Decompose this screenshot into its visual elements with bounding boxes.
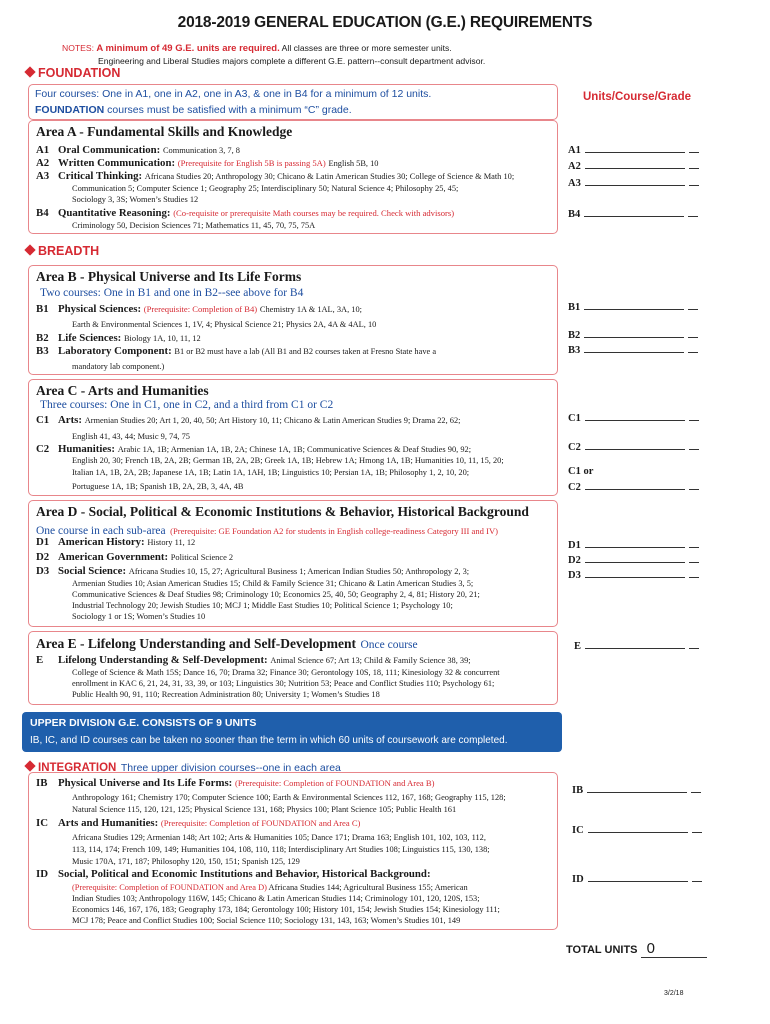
integration-sub: Three upper division courses--one in each area — [120, 762, 341, 774]
ic-note: (Prerequisite: Completion of FOUNDATION and Area C) — [160, 818, 361, 828]
slot-line-short — [692, 823, 702, 833]
d3-cont2: Communicative Sciences & Deaf Studies 98; Criminology 10; Economics 25, 40, 50; Geography 2, 4, 81; History 20, 21; — [72, 590, 480, 599]
slot-id-label: ID — [572, 874, 584, 885]
slot-a2[interactable] — [568, 159, 699, 172]
slot-line-short — [689, 411, 699, 421]
slot-a1[interactable] — [568, 143, 699, 156]
slot-d1-label: D1 — [568, 540, 581, 551]
area-d-sub: One course in each sub-area — [36, 525, 166, 537]
area-c-sub: Three courses: One in C1, one in C2, and a third from C1 or C2 — [40, 399, 334, 411]
slot-line-short — [689, 553, 699, 563]
c1-cont1: English 41, 43, 44; Music 9, 74, 75 — [72, 432, 190, 441]
slot-line — [585, 411, 685, 421]
slot-c2[interactable] — [568, 440, 699, 453]
total-units-value[interactable]: 0 — [641, 940, 707, 958]
slot-line-short — [688, 207, 698, 217]
slot-d2[interactable] — [568, 553, 699, 566]
b3-code: B3 — [36, 345, 49, 357]
foundation-line2-bold: FOUNDATION — [35, 104, 105, 116]
area-d-title: Area D - Social, Political & Economic Institutions & Behavior, Historical Background — [36, 504, 529, 519]
slot-line-short — [688, 328, 698, 338]
id-cont3: Economics 146, 167, 176, 183; Geography 173, 184; Gerontology 100; History 101, 154; Jewish Studies 154; Kinesiology 111; — [72, 905, 500, 914]
breadth-heading-text: BREADTH — [38, 244, 100, 258]
b3-cont1: mandatory lab component.) — [72, 362, 165, 371]
c1-row — [36, 414, 461, 427]
area-e-title-line — [36, 635, 418, 653]
area-a-title: Area A - Fundamental Skills and Knowledge — [36, 124, 293, 139]
diamond-icon — [24, 66, 35, 77]
b4-code: B4 — [36, 207, 49, 219]
foundation-line1: Four courses: One in A1, one in A2, one in A3, & one in B4 for a minimum of 12 units. — [35, 88, 432, 100]
slot-line — [585, 440, 685, 450]
units-course-grade-label: Units/Course/Grade — [583, 91, 691, 103]
ic-cont3: Music 170A, 171, 187; Philosophy 120, 150, 151; Spanish 125, 129 — [72, 857, 300, 866]
slot-line — [585, 480, 685, 490]
slot-b2-label: B2 — [568, 330, 581, 341]
upper-division-line: IB, IC, and ID courses can be taken no sooner than the term in which 60 units of coursework are completed. — [30, 735, 508, 746]
b4-row — [36, 207, 454, 220]
slot-line — [584, 300, 684, 310]
id-code: ID — [36, 868, 48, 880]
a3-code: A3 — [36, 170, 50, 182]
slot-c2-label: C2 — [568, 442, 581, 453]
slot-line-short — [692, 872, 702, 882]
slot-line — [587, 783, 687, 793]
a3-list: Africana Studies 20; Anthropology 30; Chicano & Latin American Studies 30; College of Science & Math 10; — [144, 172, 515, 181]
slot-line-short — [691, 783, 701, 793]
revision-date: 3/2/18 — [664, 990, 684, 997]
a1-row — [36, 144, 240, 157]
d2-name: American Government: — [58, 551, 169, 563]
d1-list: History 11, 12 — [147, 538, 196, 547]
slot-line-short — [689, 639, 699, 649]
a3-cont1: Communication 5; Computer Science 1; Geography 25; Interdisciplinary 50; Natural Science 4; Philosophy 25, 45; — [72, 184, 459, 193]
total-units-label: TOTAL UNITS — [566, 944, 638, 956]
slot-d3[interactable] — [568, 568, 699, 581]
a3-cont2: Sociology 3, 3S; Women’s Studies 12 — [72, 195, 199, 204]
notes-line2: Engineering and Liberal Studies majors complete a different G.E. pattern--consult department advisor. — [98, 56, 486, 66]
area-b-title: Area B - Physical Universe and Its Life Forms — [36, 269, 302, 284]
a2-name: Written Communication: — [58, 157, 176, 169]
d3-code: D3 — [36, 565, 50, 577]
ib-row — [36, 777, 434, 790]
slot-line — [585, 143, 685, 153]
slot-line — [585, 159, 685, 169]
ib-cont2: Natural Science 115, 120, 121, 125; Physical Science 131, 168; Physics 100; Plant Science 105; Public Health 161 — [72, 805, 457, 814]
diamond-icon — [24, 760, 35, 771]
d1-name: American History: — [58, 536, 145, 548]
b1-cont1: Earth & Environmental Sciences 1, 1V, 4; Physical Science 21; Physics 2A, 4A & 4AL, 10 — [72, 320, 377, 329]
slot-b4[interactable] — [568, 207, 698, 220]
c2-cont3: Portuguese 1A, 1B; Spanish 1B, 2A, 2B, 3, 4A, 4B — [72, 482, 244, 491]
id-cont4: MCJ 178; Peace and Conflict Studies 100; Social Science 110; Sociology 131, 143, 163; Women’s Studies 101, 149 — [72, 916, 461, 925]
b3-name: Laboratory Component: — [58, 345, 172, 357]
id-cont2: Indian Studies 103; Anthropology 116W, 145; Chicano & Latin American Studies 114; Criminology 101, 120, 120S, 153; — [72, 894, 480, 903]
b4-note: (Co-requisite or prerequisite Math courses may be required. Check with advisors) — [173, 208, 455, 218]
total-units — [566, 940, 707, 958]
b1-name: Physical Sciences: — [58, 303, 142, 315]
ic-cont2: 113, 114, 174; French 109, 149; Humanities 104, 108, 110, 118; Interdisciplinary Art Studies 108; Linguistics 115, 130, 138; — [72, 845, 490, 854]
page-title: 2018-2019 GENERAL EDUCATION (G.E.) REQUIREMENTS — [177, 14, 593, 31]
upper-division-banner — [22, 712, 562, 752]
slot-line — [585, 538, 685, 548]
notes — [62, 42, 485, 68]
slot-line — [585, 639, 685, 649]
ib-code: IB — [36, 777, 48, 789]
slot-line-short — [688, 343, 698, 353]
area-e-title: Area E - Lifelong Understanding and Self-Development — [36, 636, 357, 651]
slot-c-or[interactable] — [568, 480, 699, 493]
a2-code: A2 — [36, 157, 50, 169]
a2-row — [36, 157, 379, 170]
id-row — [36, 868, 431, 881]
slot-line — [588, 823, 688, 833]
d3-cont3: Industrial Technology 20; Jewish Studies 10; MCJ 1; Middle East Studies 10; Political Science 1; Psychology 10; — [72, 601, 453, 610]
area-e-sub: Once course — [360, 639, 418, 651]
b2-list: Biology 1A, 10, 11, 12 — [123, 334, 201, 343]
c2-list: Arabic 1A, 1B; Armenian 1A, 1B, 2A; Chinese 1A, 1B; Communicative Sciences & Deaf Studies 90, 92; — [117, 445, 472, 454]
c1-name: Arts: — [58, 414, 82, 426]
ic-cont1: Africana Studies 129; Armenian 148; Art 102; Arts & Humanities 105; Dance 171; Drama 163; English 101, 102, 103, 112, — [72, 833, 486, 842]
slot-b3[interactable] — [568, 343, 698, 356]
ib-name: Physical Universe and Its Life Forms: — [58, 777, 233, 789]
area-d-sub-note: (Prerequisite: GE Foundation A2 for students in English college-readiness Category III and IV) — [170, 526, 499, 536]
a3-row — [36, 170, 514, 183]
foundation-heading — [26, 66, 120, 80]
slot-d3-label: D3 — [568, 570, 581, 581]
a1-list: Communication 3, 7, 8 — [162, 146, 240, 155]
a1-code: A1 — [36, 144, 50, 156]
slot-line — [585, 553, 685, 563]
slot-a3[interactable] — [568, 176, 699, 189]
b1-row — [36, 303, 362, 316]
slot-ib-label: IB — [572, 785, 584, 796]
a1-name: Oral Communication: — [58, 144, 161, 156]
d3-name: Social Science: — [58, 565, 127, 577]
slot-ic-label: IC — [572, 825, 584, 836]
slot-b4-label: B4 — [568, 209, 581, 220]
notes-line1: All classes are three or more semester units. — [281, 43, 452, 53]
d3-row — [36, 565, 469, 578]
breadth-heading — [26, 244, 99, 258]
slot-b3-label: B3 — [568, 345, 581, 356]
foundation-heading-text: FOUNDATION — [38, 66, 121, 80]
slot-line — [584, 328, 684, 338]
d1-code: D1 — [36, 536, 50, 548]
ic-row — [36, 817, 360, 830]
diamond-icon — [24, 244, 35, 255]
slot-line-short — [689, 159, 699, 169]
slot-b1[interactable] — [568, 300, 698, 313]
a3-name: Critical Thinking: — [58, 170, 143, 182]
slot-line — [585, 568, 685, 578]
slot-line — [588, 872, 688, 882]
notes-lead: NOTES: — [62, 43, 94, 53]
slot-a1-label: A1 — [568, 145, 581, 156]
slot-d2-label: D2 — [568, 555, 581, 566]
slot-line-short — [689, 538, 699, 548]
a2-list: English 5B, 10 — [328, 159, 379, 168]
foundation-box — [28, 84, 558, 120]
c2-name: Humanities: — [58, 443, 115, 455]
area-b-sub: Two courses: One in B1 and one in B2--see above for B4 — [40, 287, 304, 299]
d3-cont4: Sociology 1 or 1S; Women’s Studies 10 — [72, 612, 206, 621]
c2-code: C2 — [36, 443, 50, 455]
slot-d1[interactable] — [568, 538, 699, 551]
b2-code: B2 — [36, 332, 49, 344]
slot-c1-label: C1 — [568, 413, 581, 424]
slot-c-or-bottom-label: C2 — [568, 482, 581, 493]
id-cont1-rest: Africana Studies 144; Agricultural Business 155; American — [266, 883, 468, 892]
b4-name: Quantitative Reasoning: — [58, 207, 171, 219]
slot-b1-label: B1 — [568, 302, 581, 313]
slot-ib[interactable] — [572, 783, 701, 796]
d2-code: D2 — [36, 551, 50, 563]
a2-note: (Prerequisite for English 5B is passing 5A) — [177, 158, 326, 168]
e-list: Animal Science 67; Art 13; Child & Family Science 38, 39; — [270, 656, 471, 665]
b1-code: B1 — [36, 303, 49, 315]
foundation-line2-rest: courses must be satisfied with a minimum “C” grade. — [104, 104, 352, 116]
slot-id[interactable] — [572, 872, 702, 885]
slot-line-short — [689, 568, 699, 578]
slot-ic[interactable] — [572, 823, 702, 836]
b3-row — [36, 345, 436, 358]
e-row — [36, 654, 471, 667]
slot-c-or-label: C1 or — [568, 466, 594, 477]
e-cont3: Public Health 90, 91, 110; Recreation Administration 80; University 1; Women’s Studies 18 — [72, 690, 380, 699]
slot-a3-label: A3 — [568, 178, 581, 189]
slot-b2[interactable] — [568, 328, 698, 341]
slot-c1[interactable] — [568, 411, 699, 424]
c2-cont1: English 20, 30; French 1B, 2A, 2B; German 1B, 2A, 2B; Greek 1A, 1B; Hebrew 1A; Hmong 1A, 1B; Humanities 10, 11, 15, 20; — [72, 456, 504, 465]
foundation-line2 — [35, 104, 352, 116]
slot-line-short — [689, 143, 699, 153]
ib-cont1: Anthropology 161; Chemistry 170; Computer Science 100; Earth & Environmental Sciences 112, 167, 168; Geography 115, 128; — [72, 793, 506, 802]
d3-list: Africana Studies 10, 15, 27; Agricultural Business 1; American Indian Studies 50; Anthropology 2, 3; — [128, 567, 470, 576]
b4-cont1: Criminology 50, Decision Sciences 71; Mathematics 11, 45, 70, 75, 75A — [72, 221, 316, 230]
slot-line-short — [689, 440, 699, 450]
ib-note: (Prerequisite: Completion of FOUNDATION and Area B) — [234, 778, 435, 788]
slot-e-label: E — [574, 641, 582, 652]
slot-a2-label: A2 — [568, 161, 581, 172]
c1-code: C1 — [36, 414, 50, 426]
id-note: (Prerequisite: Completion of FOUNDATION and Area D) — [72, 883, 267, 892]
e-name: Lifelong Understanding & Self-Development: — [58, 654, 268, 666]
ic-name: Arts and Humanities: — [58, 817, 159, 829]
b1-note: (Prerequisite: Completion of B4) — [143, 304, 258, 314]
id-name: Social, Political and Economic Institutions and Behavior, Historical Background: — [58, 868, 431, 880]
notes-required: A minimum of 49 G.E. units are required. — [96, 43, 280, 54]
slot-line — [584, 207, 684, 217]
ic-code: IC — [36, 817, 48, 829]
c2-cont2: Italian 1A, 1B, 2A, 2B; Japanese 1A, 1B; Latin 1A, 1AH, 1B; Linguistics 10; Persian 1A, 1B; Philosophy 1, 2, 10, 20; — [72, 468, 470, 477]
b2-row — [36, 332, 201, 345]
e-cont1: College of Science & Math 15S; Dance 16, 70; Drama 32; Finance 30; Gerontology 10S, 18, 111; Kinesiology 32 & concurrent — [72, 668, 500, 677]
slot-line-short — [688, 300, 698, 310]
integration-heading-text: INTEGRATION — [38, 762, 117, 774]
e-cont2: enrollment in KAC 6, 21, 24, 31, 33, 39, or 103; Linguistics 30; Nutrition 53; Peace and Conflict Studies 110; Psychology 61; — [72, 679, 495, 688]
slot-line — [585, 176, 685, 186]
d3-cont1: Armenian Studies 10; Asian American Studies 15; Child & Family Science 31; Chicano & Latin American Studies 3, 5; — [72, 579, 474, 588]
id-cont1 — [72, 882, 468, 894]
c1-list: Armenian Studies 20; Art 1, 20, 40, 50; Art History 10, 11; Chicano & Latin American Studies 9; Drama 22, 62; — [84, 416, 461, 425]
slot-line — [584, 343, 684, 353]
d2-list: Political Science 2 — [170, 553, 234, 562]
slot-line-short — [689, 176, 699, 186]
slot-e[interactable] — [574, 639, 699, 652]
slot-line-short — [689, 480, 699, 490]
d1-row — [36, 536, 195, 549]
b2-name: Life Sciences: — [58, 332, 122, 344]
b1-list: Chemistry 1A & 1AL, 3A, 10; — [259, 305, 362, 314]
e-code: E — [36, 654, 44, 666]
area-c-title: Area C - Arts and Humanities — [36, 383, 209, 398]
upper-division-title: UPPER DIVISION G.E. CONSISTS OF 9 UNITS — [30, 717, 257, 729]
b3-list: B1 or B2 must have a lab (All B1 and B2 courses taken at Fresno State have a — [174, 347, 437, 356]
d2-row — [36, 551, 233, 564]
